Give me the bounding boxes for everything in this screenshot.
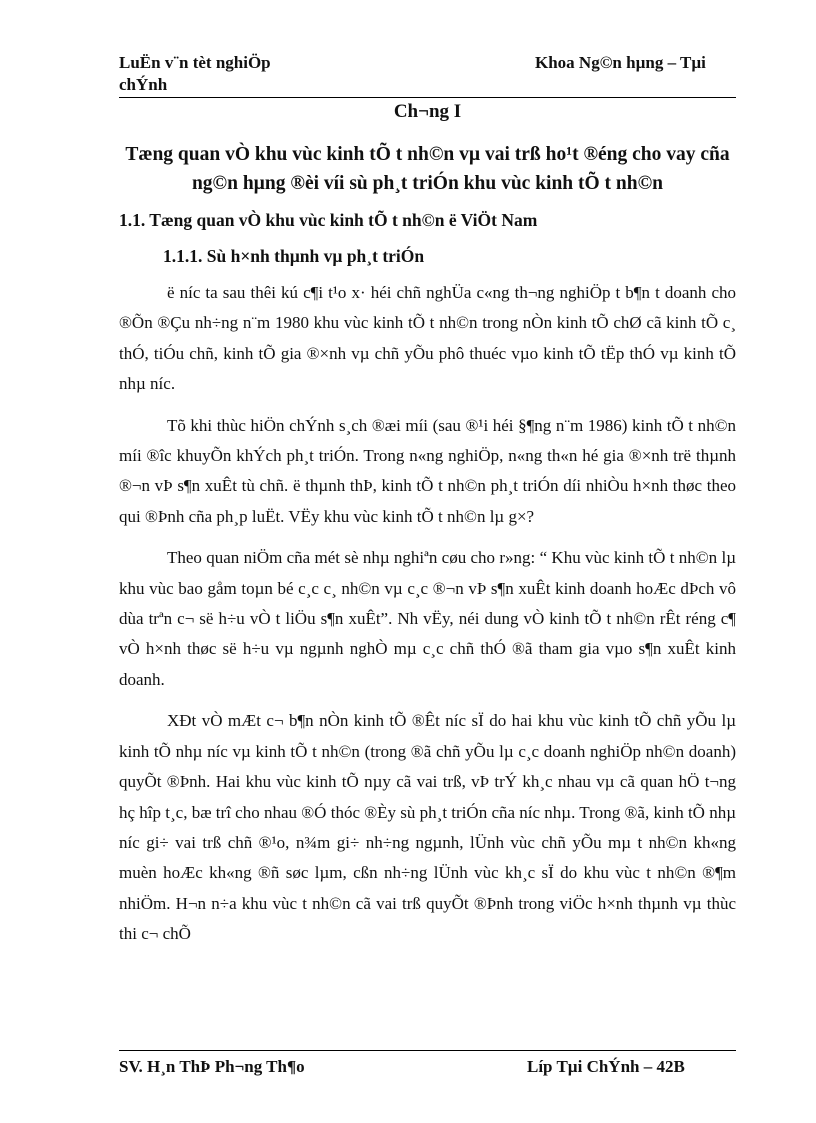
paragraph: ë níc ta sau thêi kú c¶i t¹o x· héi chñ nghÜa c«ng th¬ng nghiÖp t b¶n t doanh cho ®Õn ®Çu nh÷ng n¨m 1980 khu vùc kinh tÕ t nh©n trong nÒn kinh tÕ chØ cã kinh tÕ c¸ thÓ, tiÓu chñ, kinh tÕ gia ®×nh vµ chñ yÕu phô thuéc vµo kinh tÕ tËp thÓ vµ kinh tÕ nhµ níc. (119, 283, 736, 394)
chapter-title: Tæng quan vÒ khu vùc kinh tÕ t nh©n vµ vai trß ho¹t ®éng cho vay cña ng©n hµng ®èi víi sù ph¸t triÓn khu vùc kinh tÕ t nh©n (125, 144, 730, 194)
chapter-label: Ch¬ng I (393, 101, 462, 122)
subsection-heading: 1.1.1. Sù h×nh thµnh vµ ph¸t triÓn (163, 246, 425, 266)
footer-rule (119, 1050, 736, 1051)
header-left (119, 52, 271, 96)
section-heading: 1.1. Tæng quan vÒ khu vùc kinh tÕ t nh©n ë ViÖt Nam (119, 210, 538, 230)
header-thesis-title: LuËn v¨n tèt nghiÖp (119, 53, 271, 72)
footer-student: SV. H¸n ThÞ Ph¬ng Th¶o (119, 1057, 305, 1076)
header-rule (119, 97, 736, 98)
paragraph: Theo quan niÖm cña mét sè nhµ nghiªn cøu cho r»ng: “ Khu vùc kinh tÕ t nh©n lµ khu vùc bao gåm toµn bé c¸c c¸ nh©n vµ c¸c ®¬n vÞ s¶n xuÊt kinh doanh hoÆc dÞch vô dùa trªn c¬ së h÷u vÒ t liÖu s¶n xuÊt”. Nh vËy, néi dung vÒ kinh tÕ t nh©n rÊt réng c¶ vÒ h×nh thøc së h÷u vµ ngµnh nghÒ mµ c¸c chñ thÓ ®ã tham gia vµo s¶n xuÊt kinh doanh. (119, 548, 736, 689)
paragraph: Tõ khi thùc hiÖn chÝnh s¸ch ®æi míi (sau ®¹i héi §¶ng n¨m 1986) kinh tÕ t nh©n míi ®îc khuyÕn khÝch ph¸t triÓn. Trong n«ng nghiÖp, n«ng th«n hé gia ®×nh trë thµnh ®¬n vÞ s¶n xuÊt tù chñ. ë thµnh thÞ, kinh tÕ t nh©n ph¸t triÓn díi nhiÒu h×nh thøc theo qui ®Þnh cña ph¸p luËt. VËy khu vùc kinh tÕ t nh©n lµ g×? (119, 415, 736, 526)
header-faculty: Khoa Ng©n hµng – Tµi (535, 53, 706, 72)
body-text (119, 278, 736, 961)
paragraph: XÐt vÒ mÆt c¬ b¶n nÒn kinh tÕ ®Êt níc sÏ do hai khu vùc kinh tÕ chñ yÕu lµ kinh tÕ nhµ níc vµ kinh tÕ t nh©n (trong ®ã chñ yÕu lµ c¸c doanh nghiÖp nh©n doanh) quyÕt ®Þnh. Hai khu vùc kinh tÕ nµy cã vai trß, vÞ trÝ kh¸c nhau vµ cã quan hÖ t¬ng hç hîp t¸c, bæ trî cho nhau ®Ó thóc ®Èy sù ph¸t triÓn cña níc nhµ. Trong ®ã, kinh tÕ nhµ níc gi÷ vai trß chñ ®¹o, n¾m gi÷ nh÷ng ngµnh, lÜnh vùc chñ yÕu mµ t nh©n kh«ng muèn hoÆc kh«ng ®ñ søc lµm, cßn nh÷ng lÜnh vùc kh¸c sÏ do khu vùc t nh©n ®¶m nhiÖm. H¬n n÷a khu vùc t nh©n cã vai trß quyÕt ®Þnh trong viÖc h×nh thµnh vµ thùc thi c¬ chÕ (119, 711, 736, 944)
header-thesis-title-cont: chÝnh (119, 75, 168, 94)
footer-class: Líp Tµi ChÝnh – 42B (527, 1057, 685, 1076)
